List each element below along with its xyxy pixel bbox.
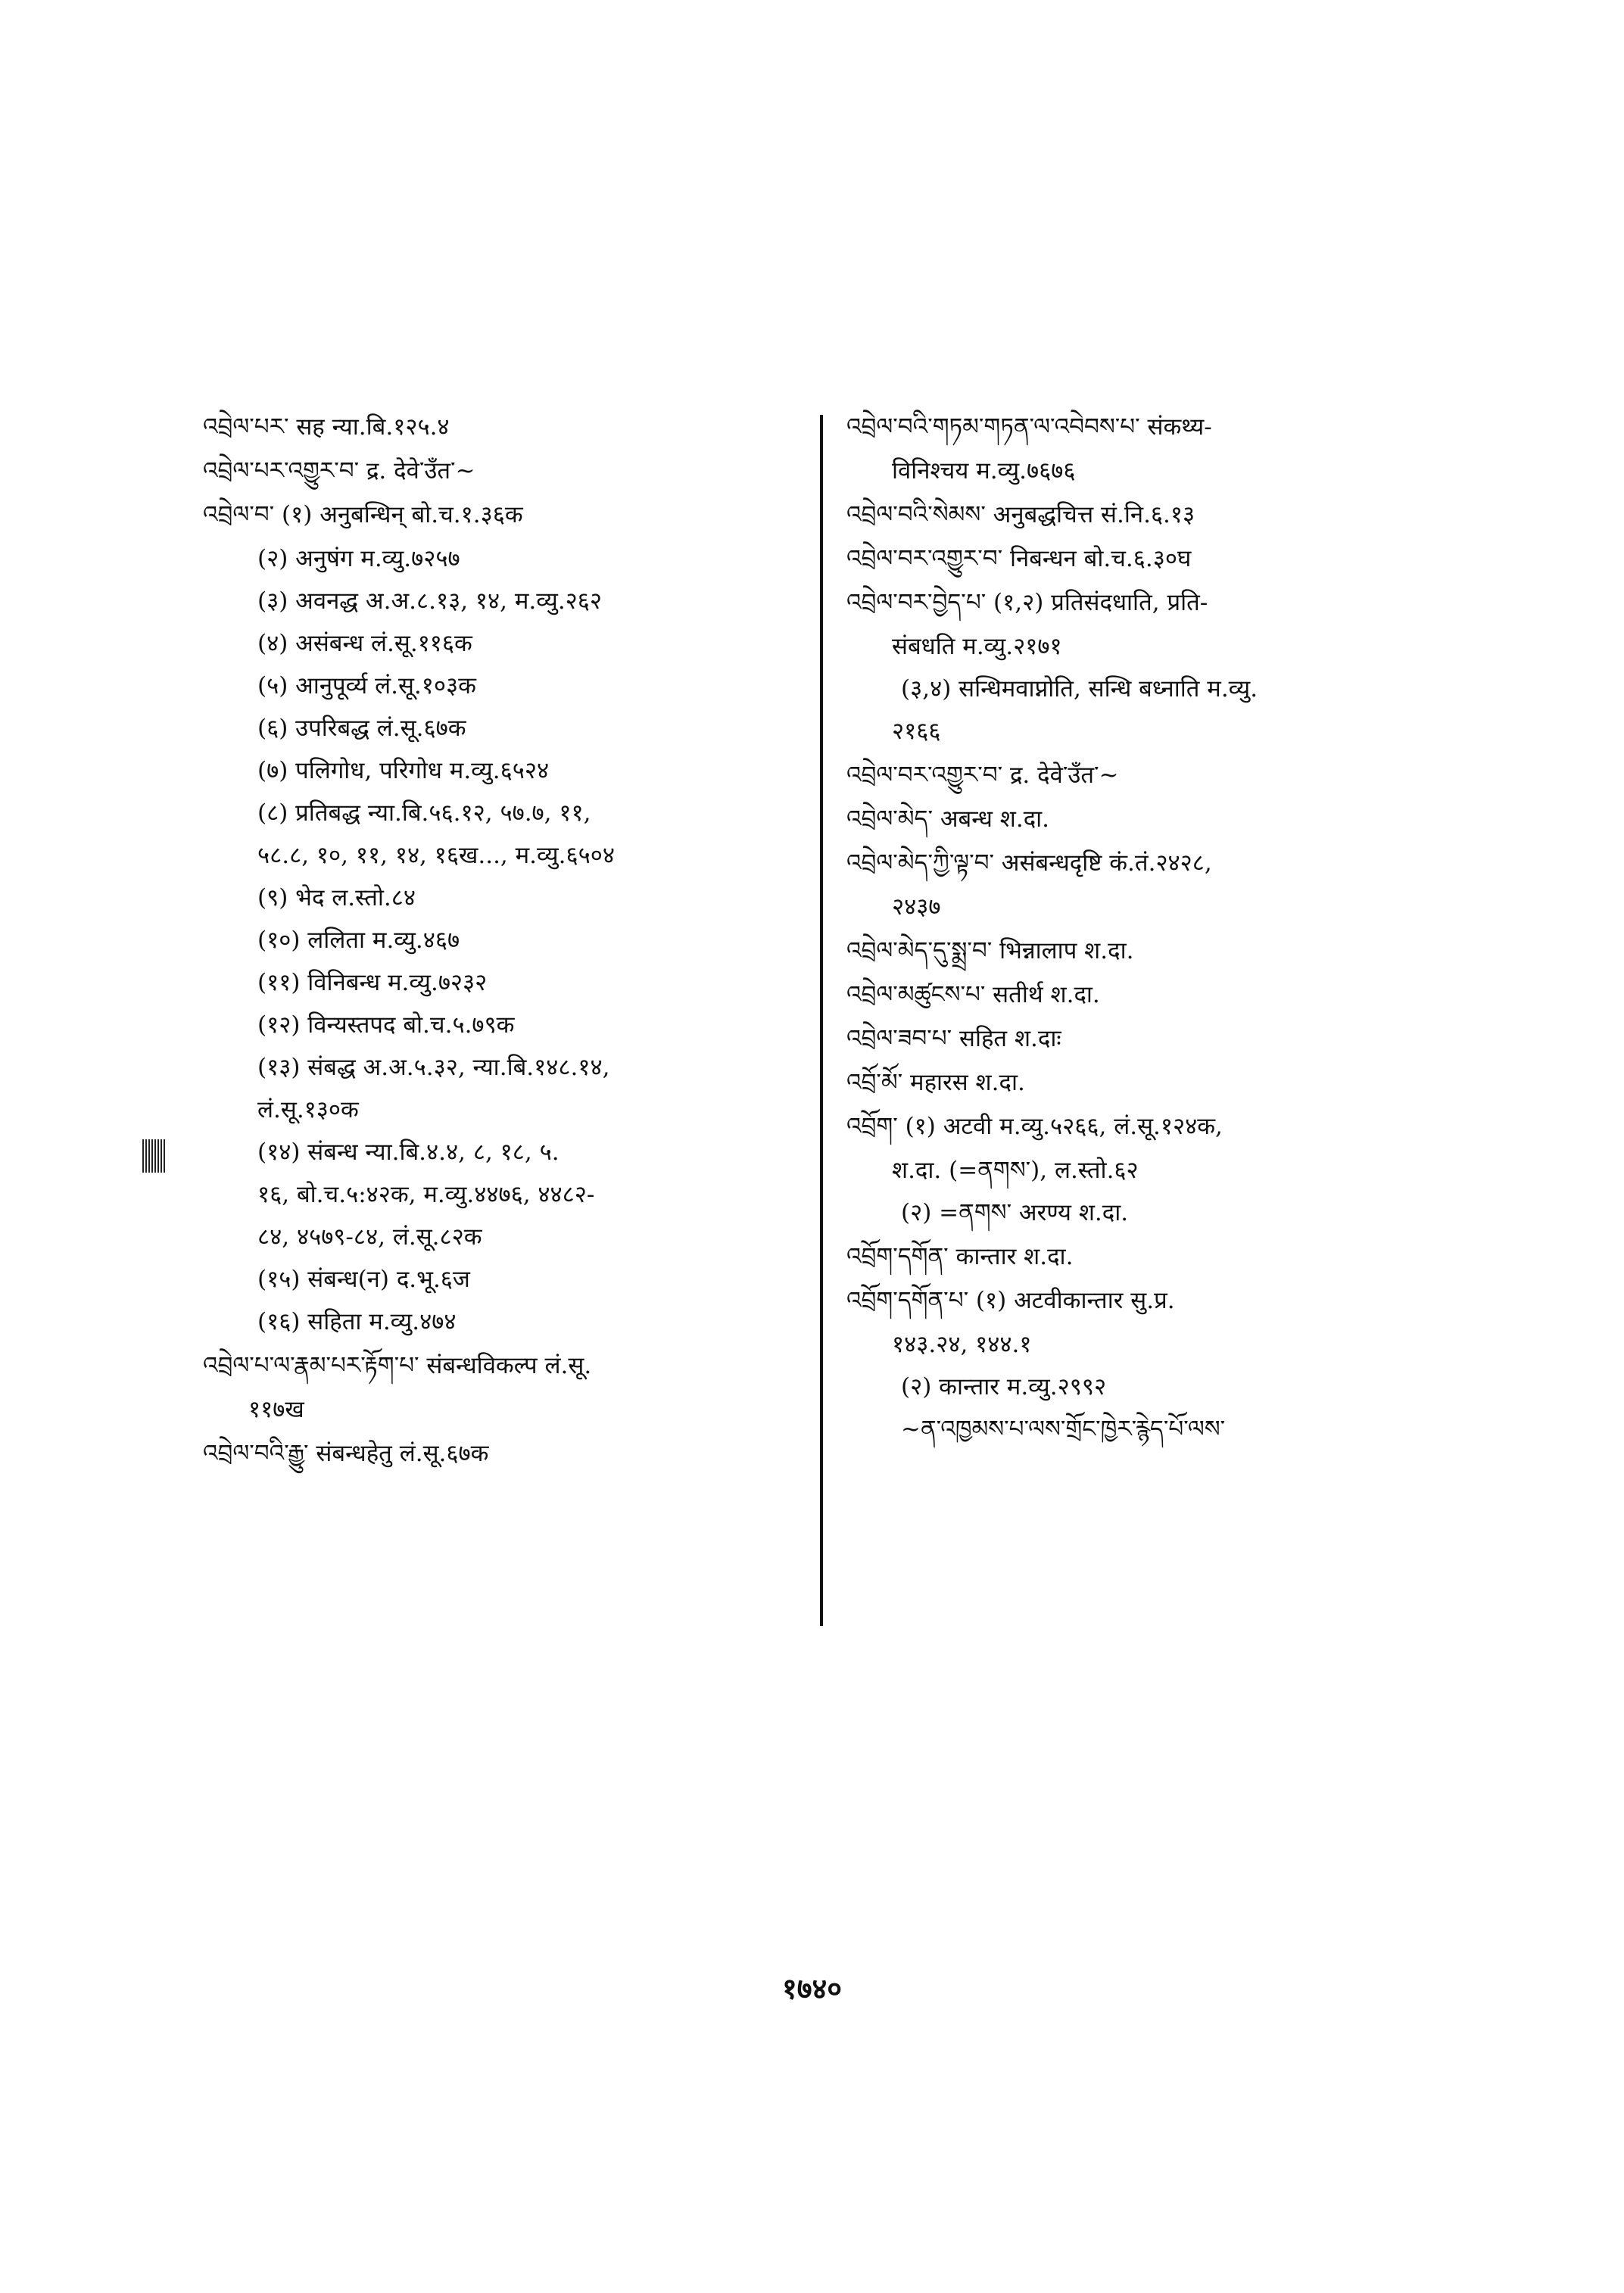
right-column-line: འབྲོག་དགོན་ कान्तार श.दा. [846,1243,1074,1270]
right-column-line: འབྲོ་མོ་ महारस श.दा. [846,1069,1025,1096]
right-column-line: (३,४) सन्धिमवाप्नोति, सन्धि बध्नाति म.व्यु. [901,675,1258,703]
left-column-line: འབྲེལ་པ་ལ་རྣམ་པར་རྟོག་པ་ संबन्धविकल्प लं.सू. [203,1352,592,1379]
right-column-line: འབྲེལ་བར་བྱེད་པ་ (१,२) प्रतिसंदधाति, प्रति- [846,589,1208,616]
left-column-line: लं.सू.१३०क [257,1096,359,1123]
left-column-line: (१२) विन्यस्तपद बो.च.५.७९क [257,1011,515,1039]
right-column-line: श.दा. (=ནགས་), ल.स्तो.६२ [892,1157,1139,1184]
left-column-line: ८४, ४५७९-८४, लं.सू.८२क [257,1223,482,1251]
right-column-line: (२) कान्तार म.व्यु.२९९२ [901,1373,1107,1400]
right-column-line: འབྲོག་ (१) अटवी म.व्यु.५२६६, लं.सू.१२४क, [846,1113,1223,1140]
right-column-line: འབྲེལ་མེད་དུ་སྨྲ་བ་ भिन्नालाप श.दा. [846,937,1134,964]
left-column-line: འབྲེལ་བའི་རྒྱུ་ संबन्धहेतु लं.सू.६७क [203,1440,489,1467]
left-column-line: (१३) संबद्ध अ.अ.५.३२, न्या.बि.१४८.१४, [257,1054,610,1081]
left-column-line: ११७ख [248,1396,304,1423]
left-column-line: (५) आनुपूर्व्य लं.सू.१०३क [257,672,476,699]
right-column-line: འབྲེལ་མེད་ अबन्ध श.दा. [846,805,1050,833]
left-column-line: (४) असंबन्ध लं.सू.११६क [257,630,472,657]
right-column-line: འབྲོག་དགོན་པ་ (१) अटवीकान्तार सु.प्र. [846,1287,1175,1314]
right-column-line: २१६६ [892,718,941,745]
right-column-line: འབྲེལ་མཚུངས་པ་ सतीर्थ श.दा. [846,981,1100,1008]
right-column-line: (२) =ནགས་ अरण्य श.दा. [901,1199,1129,1226]
left-column-line: (३) अवनद्ध अ.अ.८.१३, १४, म.व्यु.२६२ [257,587,603,615]
right-column-line: འབྲེལ་མེད་ཀྱི་ལྟ་བ་ असंबन्धदृष्टि कं.तं.२४२८, [846,849,1212,877]
left-column-line: (११) विनिबन्ध म.व्यु.७२३२ [257,969,488,996]
left-column-line: (१५) संबन्ध(न) द.भू.६ज [257,1266,470,1293]
right-column-line: འབྲེལ་བའི་སེམས་ अनुबद्धचित्त सं.नि.६.१३ [846,501,1195,528]
left-column-line: (१०) ललिता म.व्यु.४६७ [257,927,460,954]
left-column-line: འབྲེལ་པར་འགྱུར་བ་ द्र. देवे་उँत་~ [203,457,475,484]
left-column-line: འབྲེལ་བ་ (१) अनुबन्धिन् बो.च.१.३६क [203,501,523,528]
left-column-line: འབྲེལ་པར་ सह न्या.बि.१२५.४ [203,413,450,441]
left-column-line: (१४) संबन्ध न्या.बि.४.४, ८, १८, ५. [257,1139,560,1166]
right-column-line: विनिश्चय म.व्यु.७६७६ [892,457,1076,484]
column-divider [820,415,823,1626]
right-column-line: २४३७ [892,893,941,921]
right-column-line: ~ན་འཁྱམས་པ་ལས་གྲོང་ཁྱེར་རྙེད་པོ་ལས་ [901,1416,1226,1443]
left-column-line: (८) प्रतिबद्ध न्या.बि.५६.१२, ५७.७, ११, [257,799,591,827]
margin-mark [142,1139,167,1173]
left-column-line: (७) पलिगोध, परिगोध म.व्यु.६५२४ [257,757,550,784]
right-column-line: འབྲེལ་བར་འགྱུར་བ་ निबन्धन बो.च.६.३०घ [846,545,1192,572]
left-column-line: (९) भेद ल.स्तो.८४ [257,884,416,911]
left-column-line: (१६) सहिता म.व्यु.४७४ [257,1308,457,1335]
right-column [846,400,1460,1455]
left-column-line: (६) उपरिबद्ध लं.सू.६७क [257,715,466,742]
right-column-line: འབྲེལ་བར་འགྱུར་བ་ द्र. देवे་उँत་~ [846,762,1119,789]
right-column-line: འབྲེལ་ཟབ་པ་ सहित श.दाः [846,1025,1061,1052]
page-number: १७४० [781,1971,843,2005]
left-column-line: ५८.८, १०, ११, १४, १६ख..., म.व्यु.६५०४ [257,842,615,869]
right-column-line: འབྲེལ་བའི་གཏམ་གཏན་ལ་འབེབས་པ་ संकथ्य- [846,413,1212,441]
left-column-line: १६, बो.च.५:४२क, म.व्यु.४४७६, ४४८२- [257,1181,595,1208]
left-column [203,400,801,1481]
right-column-line: १४३.२४, १४४.१ [892,1331,1032,1358]
right-column-line: संबधति म.व्यु.२१७१ [892,633,1062,660]
left-column-line: (२) अनुषंग म.व्यु.७२५७ [257,545,460,572]
